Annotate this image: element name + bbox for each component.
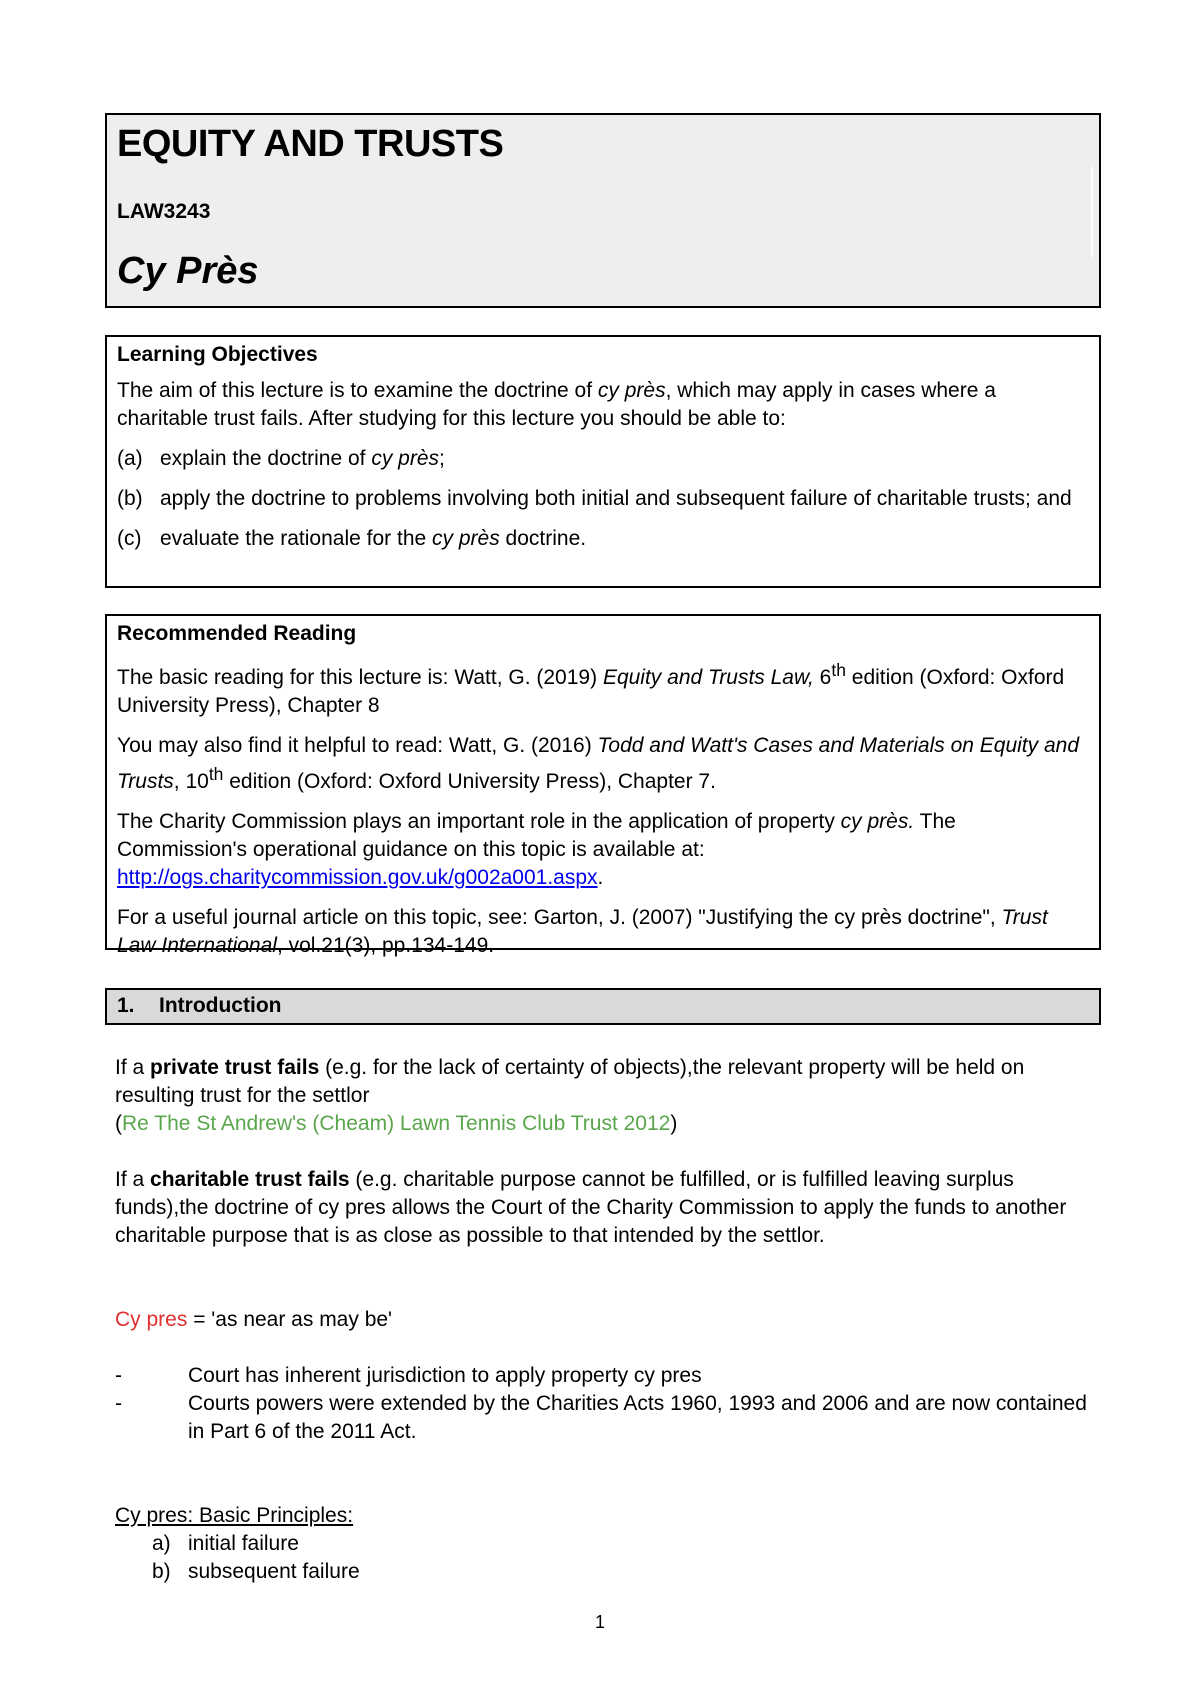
italic-term: cy près. — [840, 810, 915, 833]
cy-pres-definition — [115, 1306, 1095, 1334]
list-marker: - — [115, 1392, 122, 1415]
objective-text-part: apply the doctrine to problems involving both initial and subsequent failure of charitable trusts; and — [160, 487, 1072, 510]
dash-list — [115, 1362, 1095, 1446]
learning-objectives-intro — [117, 377, 1089, 433]
text: ) — [670, 1112, 678, 1135]
text: , vol.21(3), pp.134-149. — [276, 934, 495, 957]
intro-italic: cy près — [597, 379, 666, 402]
list-marker: b) — [152, 1560, 171, 1583]
objective-marker: (c) — [117, 527, 142, 550]
basic-principles — [115, 1502, 1095, 1586]
objective-text-end: doctrine. — [499, 527, 587, 550]
section-heading — [105, 988, 1101, 1025]
list-item — [115, 1390, 1095, 1446]
objective-text — [160, 485, 1072, 513]
recommended-reading-heading: Recommended Reading — [117, 622, 357, 645]
defined-term: Cy pres — [115, 1308, 188, 1331]
text: If a — [115, 1168, 151, 1191]
title-box — [105, 113, 1101, 308]
text: You may also find it helpful to read: Watt, G. (2016) — [117, 734, 598, 757]
book-title: Todd and Watt's Cases and Materials on Equity and Trusts — [117, 734, 1079, 793]
objective-item — [117, 485, 1089, 513]
guidance-link[interactable]: http://ogs.charitycommission.gov.uk/g002a001.aspx — [117, 866, 598, 889]
objective-marker: (b) — [117, 487, 143, 510]
text: edition (Oxford: Oxford University Press), Chapter 8 — [117, 666, 1065, 717]
list-item — [115, 1530, 1095, 1558]
course-code: LAW3243 — [117, 200, 211, 223]
objective-item — [117, 445, 1089, 473]
section-number: 1. — [117, 994, 135, 1017]
intro-text-end: , which may apply in cases where a charitable trust fails. After studying for this lecture you should be able to: — [117, 379, 996, 430]
objective-text-end: ; — [439, 447, 445, 470]
objective-text — [160, 525, 586, 553]
objective-text-part: evaluate the rationale for the — [160, 527, 433, 550]
text: For a useful journal article on this topic, see: Garton, J. (2007) "Justifying the cy près doctrine", — [117, 906, 1002, 929]
topic-title: Cy Près — [117, 250, 259, 292]
page-number: 1 — [594, 1612, 605, 1632]
objective-italic: cy près — [432, 527, 500, 550]
jurisdiction-list — [115, 1362, 1095, 1446]
objective-marker: (a) — [117, 447, 143, 470]
book-title: Equity and Trusts Law, — [602, 666, 814, 689]
list-text: subsequent failure — [188, 1560, 360, 1583]
learning-objectives-box — [105, 335, 1101, 588]
learning-objectives-heading: Learning Objectives — [117, 343, 318, 366]
title-box-edge — [1091, 167, 1093, 257]
text: The Charity Commission plays an important role in the application of property — [117, 810, 841, 833]
charitable-trust-paragraph — [115, 1166, 1095, 1250]
text: The Commission's operational guidance on this topic is available at: — [117, 810, 956, 861]
text: If a — [115, 1056, 151, 1079]
list-text: Court has inherent jurisdiction to apply property cy pres — [188, 1364, 702, 1387]
bold-term: charitable trust fails — [150, 1168, 350, 1191]
text: (e.g. charitable purpose cannot be fulfilled, or is fulfilled leaving surplus funds),the doctrine of cy pres allows the Court of the Charity Commission to apply the funds to another charitable purpose that is as close as possible to that intended by the settlor. — [115, 1168, 1067, 1247]
reading-paragraph-4 — [117, 904, 1089, 960]
text: 6 — [813, 666, 832, 689]
recommended-reading-box — [105, 614, 1101, 957]
text: (e.g. for the lack of certainty of objects),the relevant property will be held on resulting trust for the settlor — [115, 1056, 1025, 1107]
objective-italic: cy près — [371, 447, 439, 470]
intro-text: The aim of this lecture is to examine the doctrine of — [117, 379, 598, 402]
list-item — [115, 1558, 1095, 1586]
objectives-list — [117, 445, 1089, 553]
list-item — [115, 1362, 1095, 1390]
course-title: EQUITY AND TRUSTS — [117, 123, 504, 165]
principles-list — [115, 1530, 1095, 1586]
list-marker: - — [115, 1364, 122, 1387]
text: edition (Oxford: Oxford University Press), Chapter 7. — [223, 770, 716, 793]
superscript: th — [208, 764, 224, 784]
definition: = 'as near as may be' — [187, 1308, 393, 1331]
paragraph-text — [115, 1054, 1095, 1110]
bold-term: private trust fails — [150, 1056, 320, 1079]
list-text: initial failure — [188, 1532, 299, 1555]
superscript: th — [831, 660, 846, 680]
case-citation — [115, 1110, 1095, 1138]
reading-paragraph-2 — [117, 732, 1089, 796]
case-name: Re The St Andrew's (Cheam) Lawn Tennis Club Trust 2012 — [122, 1112, 671, 1135]
text: The basic reading for this lecture is: Watt, G. (2019) — [117, 666, 603, 689]
journal-title: Trust Law International — [117, 906, 1048, 957]
private-trust-paragraph — [115, 1054, 1095, 1138]
objective-item — [117, 525, 1089, 553]
list-text: Courts powers were extended by the Charities Acts 1960, 1993 and 2006 and are now contained in Part 6 of the 2011 Act. — [188, 1392, 1087, 1443]
reading-paragraph-1 — [117, 656, 1089, 720]
text: ( — [115, 1112, 122, 1135]
list-marker: a) — [152, 1532, 171, 1555]
text: . — [597, 866, 604, 889]
objective-text-part: explain the doctrine of — [160, 447, 372, 470]
objective-text — [160, 445, 445, 473]
text: , 10 — [173, 770, 209, 793]
reading-paragraph-3 — [117, 808, 1089, 892]
section-title: Introduction — [159, 994, 282, 1017]
principles-heading: Cy pres: Basic Principles: — [115, 1504, 354, 1527]
